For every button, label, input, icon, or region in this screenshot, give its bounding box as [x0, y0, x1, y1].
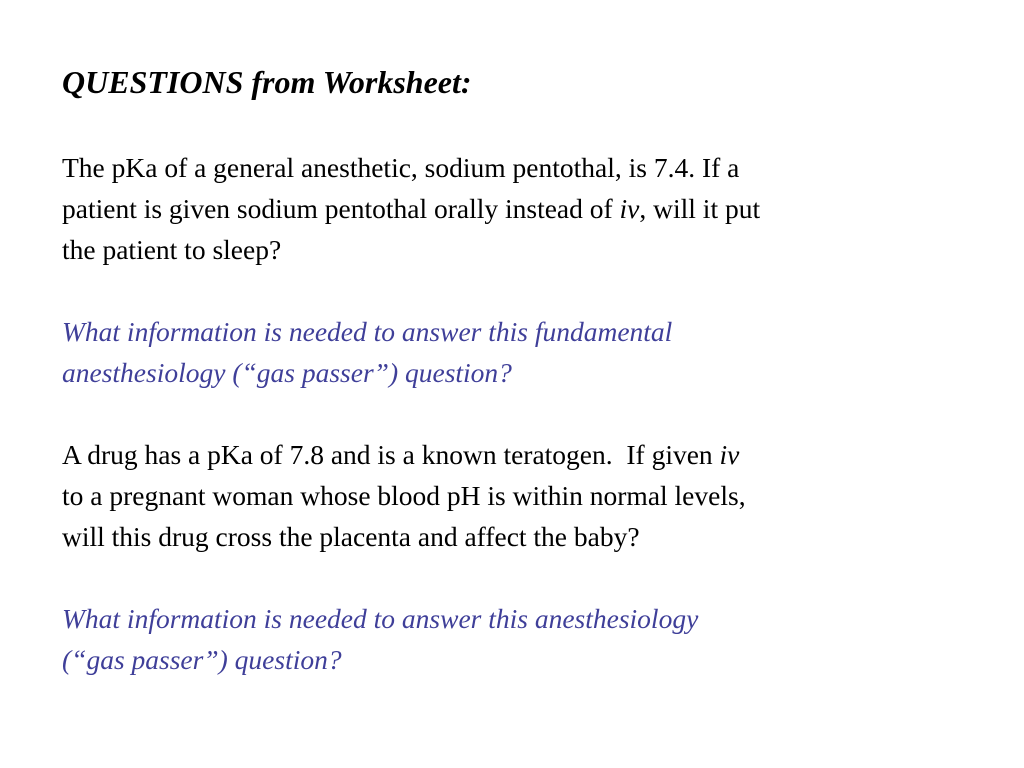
iv-emphasis: iv — [619, 193, 640, 224]
prompt-1-line-2: anesthesiology (“gas passer”) question? — [62, 357, 512, 388]
slide-title: QUESTIONS from Worksheet: — [62, 64, 472, 100]
question-1-line-2-end: , will it put — [639, 193, 761, 224]
prompt-2-line-1: What information is needed to answer this anesthesiology — [62, 603, 699, 634]
question-2-line-3: will this drug cross the placenta and affect the baby? — [62, 521, 640, 552]
question-1-line-2 — [62, 188, 760, 229]
prompt-1-line-1: What information is needed to answer this fundamental — [62, 316, 673, 347]
question-1-line-3: the patient to sleep? — [62, 234, 282, 265]
question-2 — [62, 434, 746, 557]
question-1-line-2-start: patient is given sodium pentothal orally instead of — [62, 193, 620, 224]
question-2-line-1-start: A drug has a pKa of 7.8 and is a known teratogen. If given — [62, 439, 720, 470]
prompt-1 — [62, 311, 672, 393]
question-2-line-2: to a pregnant woman whose blood pH is within normal levels, — [62, 480, 746, 511]
prompt-2 — [62, 598, 698, 680]
question-2-line-1 — [62, 434, 746, 475]
prompt-2-line-2: (“gas passer”) question? — [62, 644, 342, 675]
question-1 — [62, 147, 760, 270]
iv-emphasis: iv — [719, 439, 740, 470]
question-1-line-1: The pKa of a general anesthetic, sodium pentothal, is 7.4. If a — [62, 152, 740, 183]
